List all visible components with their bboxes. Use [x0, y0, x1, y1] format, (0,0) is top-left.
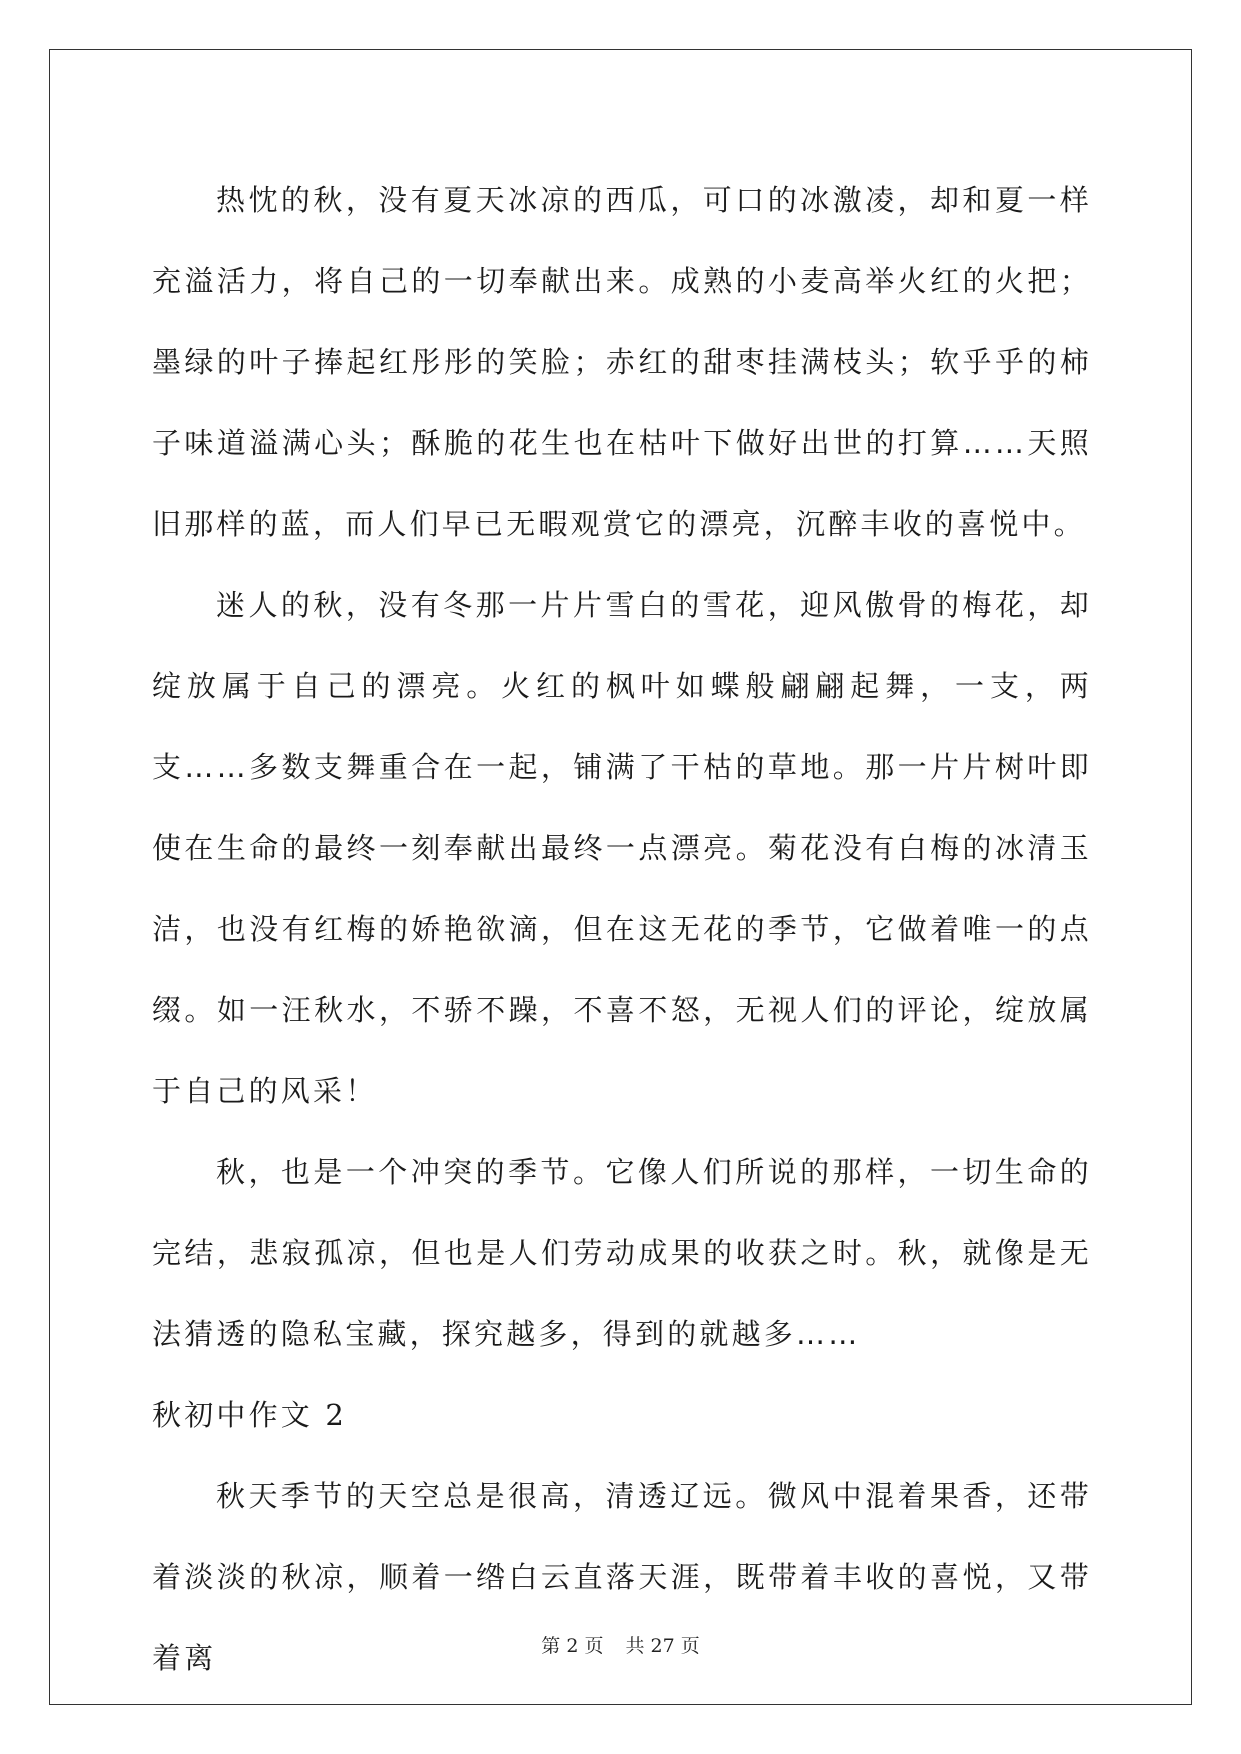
page-number: 第 2 页 [541, 1635, 604, 1657]
paragraph-3: 秋，也是一个冲突的季节。它像人们所说的那样，一切生命的完结，悲寂孤凉，但也是人们劳动成果的收获之时。秋，就像是无法猜透的隐私宝藏，探究越多，得到的就越多…… [152, 1155, 1092, 1351]
document-body [152, 160, 1092, 1699]
paragraph-1: 热忱的秋，没有夏天冰凉的西瓜，可口的冰激凌，却和夏一样充溢活力，将自己的一切奉献出来。成熟的小麦高举火红的火把；墨绿的叶子捧起红彤彤的笑脸；赤红的甜枣挂满枝头；软乎乎的柿子味道溢满心头；酥脆的花生也在枯叶下做好出世的打算……天照旧那样的蓝，而人们早已无暇观赏它的漂亮，沉醉丰收的喜悦中。 [152, 183, 1092, 541]
paragraph-2: 迷人的秋，没有冬那一片片雪白的雪花，迎风傲骨的梅花，却绽放属于自己的漂亮。火红的枫叶如蝶般翩翩起舞，一支，两支……多数支舞重合在一起，铺满了干枯的草地。那一片片树叶即使在生命的最终一刻奉献出最终一点漂亮。菊花没有白梅的冰清玉洁，也没有红梅的娇艳欲滴，但在这无花的季节，它做着唯一的点缀。如一汪秋水，不骄不躁，不喜不怒，无视人们的评论，绽放属于自己的风采！ [152, 588, 1092, 1108]
section-title: 秋初中作文 2 [152, 1398, 348, 1432]
page-footer [0, 1631, 1241, 1658]
page-total: 共 27 页 [625, 1635, 700, 1657]
section-paragraph-1: 秋天季节的天空总是很高，清透辽远。微风中混着果香，还带着淡淡的秋凉，顺着一绺白云直落天涯，既带着丰收的喜悦，又带着离 [152, 1479, 1092, 1675]
